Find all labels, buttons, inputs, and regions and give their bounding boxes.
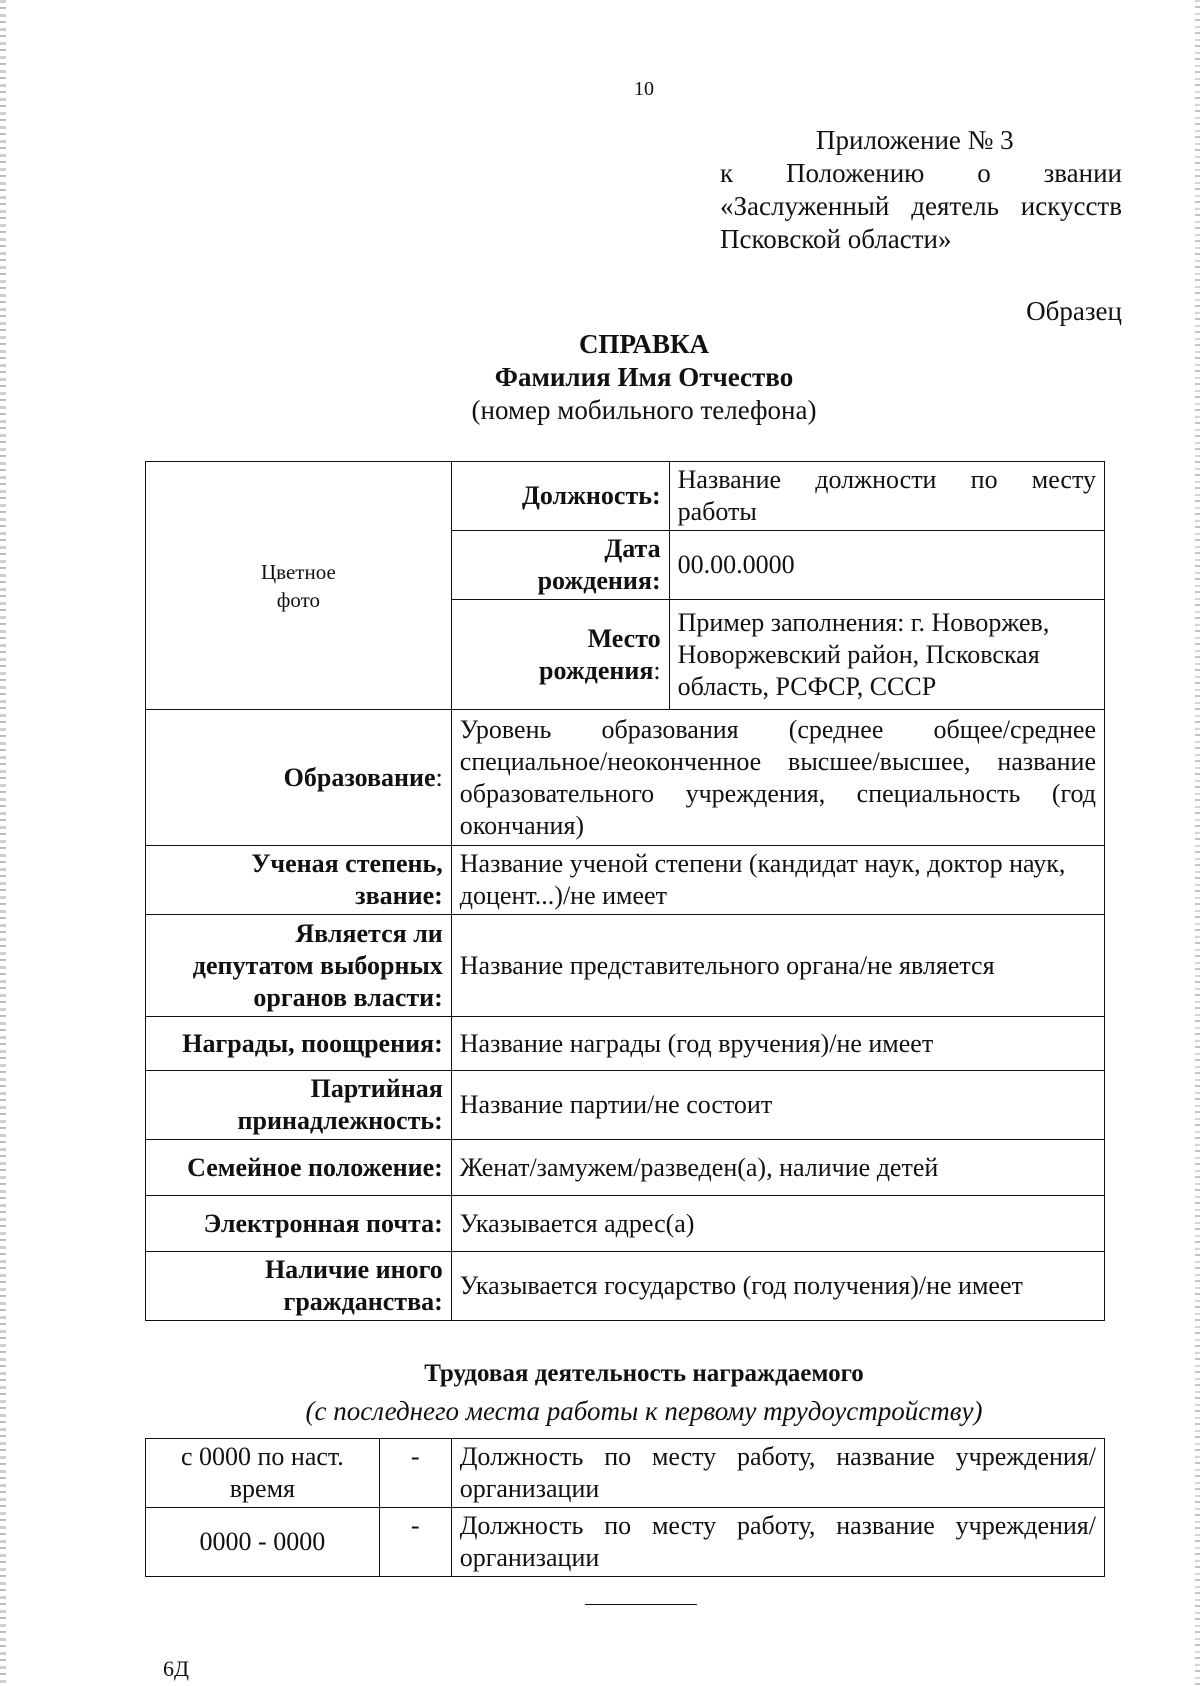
table-row-family	[146, 1140, 1105, 1196]
work-position: Должность по месту работу, название учреждения/организации	[451, 1439, 1104, 1508]
label-text: Образование	[283, 762, 436, 792]
deputy-value: Название представительного органа/не является	[451, 915, 1104, 1017]
label-colon: :	[435, 762, 443, 792]
label-line: Место	[587, 623, 661, 653]
awards-value: Название награды (год вручения)/не имеет	[451, 1017, 1104, 1071]
table-row-deputy	[146, 915, 1105, 1017]
work-dash: -	[379, 1508, 451, 1577]
appendix-line-1	[720, 157, 1122, 190]
party-value: Название партии/не состоит	[451, 1071, 1104, 1140]
work-period: 0000 - 0000	[146, 1508, 380, 1577]
work-section-note: (с последнего места работы к первому трудоустройству)	[305, 1396, 983, 1426]
work-history-table	[145, 1438, 1105, 1577]
position-label: Должность:	[451, 462, 669, 531]
table-row-citizenship	[146, 1252, 1105, 1321]
work-dash: -	[379, 1439, 451, 1508]
table-row-position	[146, 462, 1105, 531]
appendix-word: «Заслуженный	[720, 191, 890, 221]
label-line: Наличие иного	[264, 1255, 443, 1284]
label-line: Дата	[604, 534, 661, 563]
label-line: органов власти:	[253, 982, 443, 1012]
photo-label-line: Цветное	[261, 559, 336, 584]
work-period: с 0000 по наст. время	[146, 1439, 380, 1508]
citizenship-value: Указывается государство (год получения)/не имеет	[451, 1252, 1104, 1321]
scan-edge-left	[0, 0, 6, 1686]
info-table	[145, 461, 1105, 1321]
citizenship-label	[146, 1252, 452, 1321]
label-line: рождения:	[537, 566, 661, 595]
document-phone-note: (номер мобильного телефона)	[471, 395, 817, 425]
work-row	[146, 1439, 1105, 1508]
degree-value: Название ученой степени (кандидат наук, доктор наук, доцент...)/не имеет	[451, 846, 1104, 915]
work-section-title: Трудовая деятельность награждаемого	[424, 1360, 864, 1387]
label-line: Партийная	[310, 1074, 443, 1103]
table-row-education	[146, 710, 1105, 846]
table-row-degree	[146, 846, 1105, 915]
email-value: Указывается адрес(а)	[451, 1196, 1104, 1252]
deputy-label	[146, 915, 452, 1017]
label-line: принадлежность:	[237, 1106, 443, 1135]
closing-divider	[585, 1604, 697, 1605]
sample-label: Образец	[1026, 296, 1122, 326]
awards-label: Награды, поощрения:	[146, 1017, 452, 1071]
table-row-party	[146, 1071, 1105, 1140]
education-label	[146, 710, 452, 846]
appendix-header	[720, 124, 1122, 256]
page-number: 10	[634, 78, 654, 100]
degree-label	[146, 846, 452, 915]
label-line: депутатом выборных	[192, 950, 443, 980]
email-label: Электронная почта:	[146, 1196, 452, 1252]
party-label	[146, 1071, 452, 1140]
photo-placeholder	[146, 462, 452, 710]
birth-place-label	[451, 600, 669, 710]
family-label: Семейное положение:	[146, 1140, 452, 1196]
label-line: Ученая степень,	[251, 849, 443, 878]
appendix-word: о	[977, 158, 991, 188]
document-title: СПРАВКА	[578, 329, 710, 359]
appendix-word: звании	[1043, 158, 1122, 188]
label-text: рождения	[539, 655, 654, 685]
label-line: Является ли	[295, 918, 443, 948]
appendix-word: искусств	[1020, 191, 1122, 221]
photo-label-line: фото	[276, 587, 320, 612]
education-value: Уровень образования (среднее общее/среднее специальное/неоконченное высшее/высшее, название образовательного учреждения, специальность (год окончания)	[451, 710, 1104, 846]
appendix-word: к	[720, 158, 734, 188]
label-line	[460, 655, 661, 687]
label-line: звание:	[355, 881, 443, 910]
birth-date-value: 00.00.0000	[669, 531, 1104, 600]
family-value: Женат/замужем/разведен(а), наличие детей	[451, 1140, 1104, 1196]
label-colon: :	[653, 655, 661, 685]
birth-place-value: Пример заполнения: г. Новоржев, Новоржевский район, Псковская область, РСФСР, СССР	[669, 600, 1104, 710]
appendix-word: деятель	[911, 191, 999, 221]
appendix-line-3: Псковской области»	[720, 224, 952, 254]
birth-date-label	[451, 531, 669, 600]
position-value: Название должности по месту работы	[669, 462, 1104, 531]
label-line: гражданства:	[283, 1287, 443, 1316]
work-position: Должность по месту работу, название учреждения/организации	[451, 1508, 1104, 1577]
document-subtitle: Фамилия Имя Отчество	[494, 362, 794, 392]
appendix-line-2	[720, 190, 1122, 223]
appendix-word: Положению	[786, 158, 925, 188]
table-row-awards	[146, 1017, 1105, 1071]
table-row-email	[146, 1196, 1105, 1252]
footer-code: 6Д	[163, 1656, 190, 1681]
scan-edge-right	[1195, 0, 1200, 1686]
work-row	[146, 1508, 1105, 1577]
appendix-title: Приложение № 3	[816, 125, 1014, 155]
